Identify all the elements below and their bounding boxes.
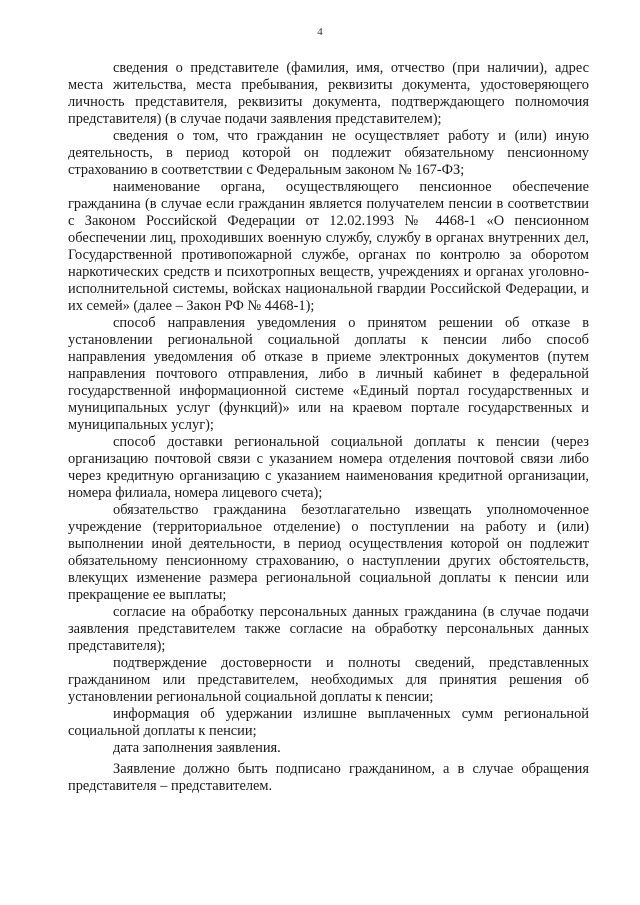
paragraph-pension-authority: наименование органа, осуществляющего пенсионное обеспечение гражданина (в случае если гражданин является получателем пенсии в соответствии с Законом Российской Федерации от 12.02.1993 № 4468-1 «О пенсионном обеспечении лиц, проходивших военную службу, службу в органах внутренних дел, Государственной противопожарной службе, органах по контролю за оборотом наркотических средств и психотропных веществ, учреждениях и органах уголовно-исполнительной системы, войсках национальной гвардии Российской Федерации, и их семей» (далее – Закон РФ № 4468-1);	[68, 179, 589, 314]
paragraph-fill-date: дата заполнения заявления.	[113, 740, 281, 756]
paragraph-consent: согласие на обработку персональных данных гражданина (в случае подачи заявления представителем также согласие на обработку персональных данных представителя);	[68, 604, 589, 654]
paragraph-obligation: обязательство гражданина безотлагательно извещать уполномоченное учреждение (территориальное отделение) о поступлении на работу и (или) выполнении иной деятельности, в период осуществления которой он подлежит обязательному пенсионному страхованию, о наступлении других обстоятельств, влекущих изменение размера региональной социальной доплаты к пенсии или прекращение ее выплаты;	[68, 502, 589, 603]
paragraph-withholding-info: информация об удержании излишне выплаченных сумм региональной социальной доплаты к пенсии;	[68, 706, 589, 739]
paragraph-not-working: сведения о том, что гражданин не осуществляет работу и (или) иную деятельность, в период которой он подлежит обязательному пенсионному страхованию в соответствии с Федеральным законом № 167-ФЗ;	[68, 128, 589, 178]
document-body	[68, 60, 589, 795]
paragraph-representative-info: сведения о представителе (фамилия, имя, отчество (при наличии), адрес места жительства, места пребывания, реквизиты документа, удостоверяющего личность представителя, реквизиты документа, подтверждающего полномочия представителя) (в случае подачи заявления представителем);	[68, 60, 589, 127]
paragraph-confirmation: подтверждение достоверности и полноты сведений, представленных гражданином или представителем, необходимых для принятия решения об установлении региональной социальной доплаты к пенсии;	[68, 655, 589, 705]
paragraph-delivery-method: способ доставки региональной социальной доплаты к пенсии (через организацию почтовой связи с указанием номера отделения почтовой связи либо через кредитную организацию с указанием наименования кредитной организации, номера филиала, номера лицевого счета);	[68, 434, 589, 501]
paragraph-signature-requirement: Заявление должно быть подписано гражданином, а в случае обращения представителя – представителем.	[68, 761, 589, 794]
paragraph-notification-method: способ направления уведомления о принятом решении об отказе в установлении региональной социальной доплаты к пенсии либо способ направления уведомления об отказе в приеме электронных документов (путем направления почтового отправления, либо в личный кабинет в федеральной государственной информационной системе «Единый портал государственных и муниципальных услуг (функций)» или на краевом портале государственных и муниципальных услуг);	[68, 315, 589, 433]
page-number: 4	[317, 26, 323, 38]
